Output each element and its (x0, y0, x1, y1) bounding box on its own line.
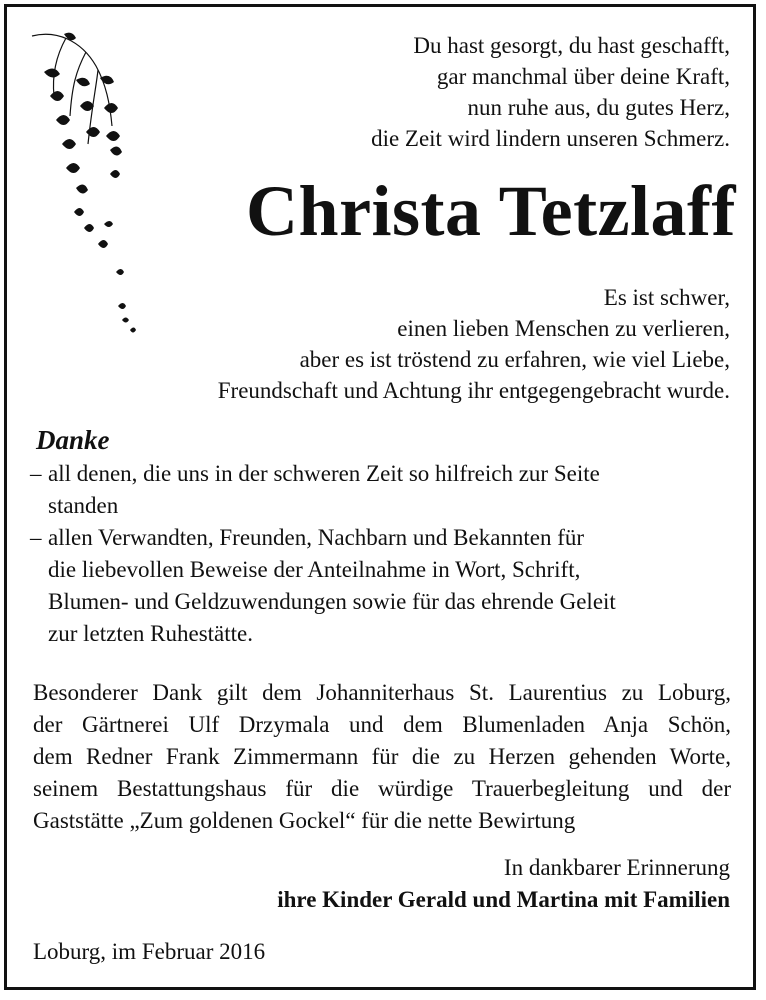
special-thanks-line: Besonderer Dank gilt dem Johanniterhaus St. Laurentius zu Loburg, (33, 680, 731, 705)
verse-line: aber es ist tröstend zu erfahren, wie viel Liebe, (299, 347, 730, 372)
thanks-line: all denen, die uns in der schweren Zeit so hilfreich zur Seite (48, 461, 600, 486)
thanks-line: die liebevollen Beweise der Anteilnahme in Wort, Schrift, (48, 557, 581, 582)
thanks-line: allen Verwandten, Freunden, Nachbarn und Bekannten für (48, 525, 585, 550)
special-thanks-line: dem Redner Frank Zimmermann für die zu Herzen gehenden Worte, (33, 744, 731, 769)
thanks-line: zur letzten Ruhestätte. (48, 621, 254, 646)
poem-line: nun ruhe aus, du gutes Herz, (467, 95, 730, 120)
thanks-list (30, 458, 730, 650)
verse-line: einen lieben Menschen zu verlieren, (397, 316, 730, 341)
place-date: Loburg, im Februar 2016 (33, 939, 266, 964)
special-thanks-line: der Gärtnerei Ulf Drzymala und dem Blumenladen Anja Schön, (33, 712, 731, 737)
thanks-line: standen (48, 493, 119, 518)
verse-line: Freundschaft und Achtung ihr entgegengebracht wurde. (217, 378, 730, 403)
dash-bullet: – (30, 525, 42, 550)
thanks-line: Blumen- und Geldzuwendungen sowie für das ehrende Geleit (48, 589, 616, 614)
special-thanks-line: seinem Bestattungshaus für die würdige Trauerbegleitung und der (33, 776, 731, 801)
poem-line: die Zeit wird lindern unseren Schmerz. (371, 126, 730, 151)
special-thanks-paragraph (33, 677, 731, 837)
dash-bullet: – (30, 461, 42, 486)
thanks-item (30, 458, 730, 522)
falling-leaves-icon (26, 26, 146, 346)
thanks-heading: Danke (36, 425, 110, 455)
poem-line: gar manchmal über deine Kraft, (436, 64, 730, 89)
family-signature: ihre Kinder Gerald und Martina mit Familien (277, 887, 730, 912)
deceased-name: Christa Tetzlaff (246, 171, 736, 251)
special-thanks-line: Gaststätte „Zum goldenen Gockel“ für die nette Bewirtung (33, 808, 576, 833)
thanks-item (30, 522, 730, 650)
consolation-verse (218, 282, 730, 406)
opening-poem (371, 30, 730, 154)
poem-line: Du hast gesorgt, du hast geschafft, (413, 33, 730, 58)
verse-line: Es ist schwer, (603, 285, 730, 310)
memory-line: In dankbarer Erinnerung (503, 855, 730, 880)
